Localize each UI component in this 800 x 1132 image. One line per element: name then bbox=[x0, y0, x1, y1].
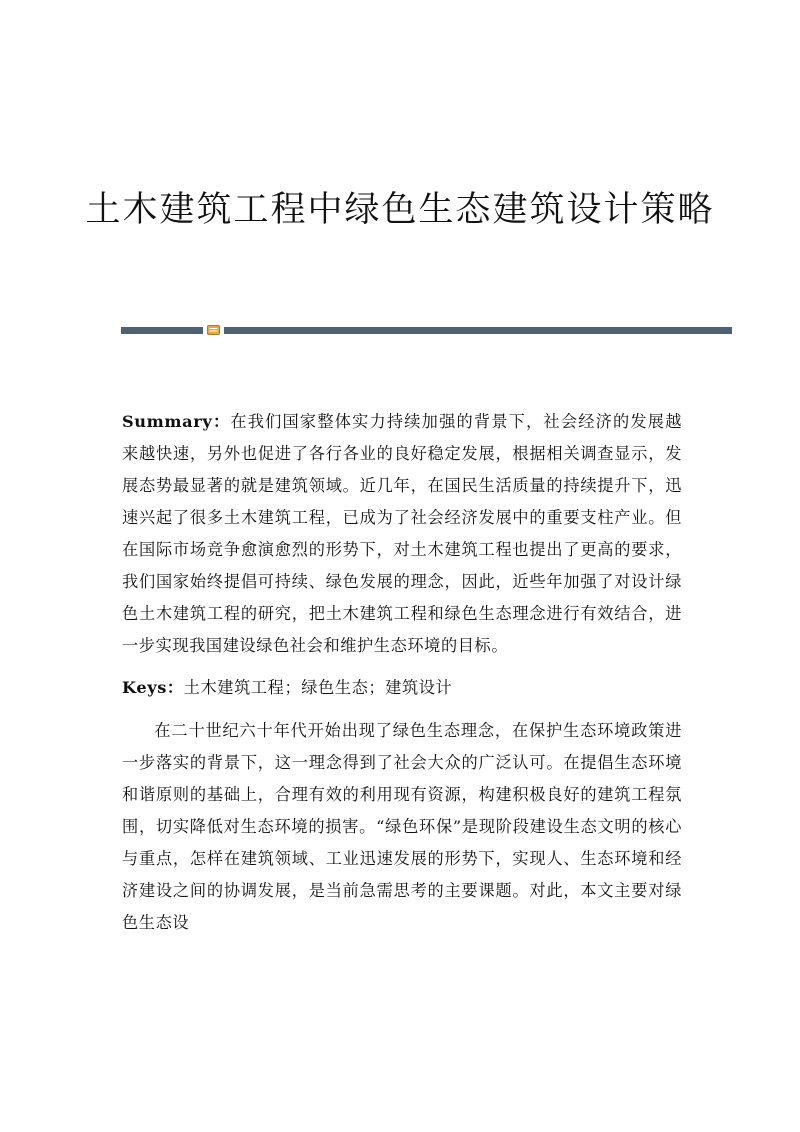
document-ornament-icon bbox=[207, 325, 220, 335]
summary-paragraph bbox=[122, 406, 682, 662]
summary-text: 在我们国家整体实力持续加强的背景下，社会经济的发展越来越快速，另外也促进了各行各业的良好稳定发展，根据相关调查显示，发展态势最显著的就是建筑领域。近几年，在国民生活质量的持续提升下，迅速兴起了很多土木建筑工程，已成为了社会经济发展中的重要支柱产业。但在国际市场竞争愈演愈烈的形势下，对土木建筑工程也提出了更高的要求，我们国家始终提倡可持续、绿色发展的理念，因此，近些年加强了对设计绿色土木建筑工程的研究，把土木建筑工程和绿色生态理念进行有效结合，进一步实现我国建设绿色社会和维护生态环境的目标。 bbox=[122, 412, 682, 655]
keywords-paragraph bbox=[122, 672, 682, 704]
keywords-label: Keys： bbox=[122, 678, 184, 697]
summary-label: Summary： bbox=[122, 412, 231, 431]
document-title: 土木建筑工程中绿色生态建筑设计策略 bbox=[85, 190, 715, 230]
divider-bar-left bbox=[121, 327, 203, 334]
keywords-text: 土木建筑工程；绿色生态；建筑设计 bbox=[183, 678, 453, 697]
title-divider bbox=[121, 325, 732, 335]
divider-bar-right bbox=[224, 327, 732, 334]
document-body bbox=[122, 406, 682, 939]
body-paragraph: 在二十世纪六十年代开始出现了绿色生态理念，在保护生态环境政策进一步落实的背景下，这一理念得到了社会大众的广泛认可。在提倡生态环境和谐原则的基础上，合理有效的利用现有资源，构建积极良好的建筑工程氛围，切实降低对生态环境的损害。“绿色环保”是现阶段建设生态文明的核心与重点，怎样在建筑领域、工业迅速发展的形势下，实现人、生态环境和经济建设之间的协调发展，是当前急需思考的主要课题。对此，本文主要对绿色生态设 bbox=[122, 721, 682, 932]
